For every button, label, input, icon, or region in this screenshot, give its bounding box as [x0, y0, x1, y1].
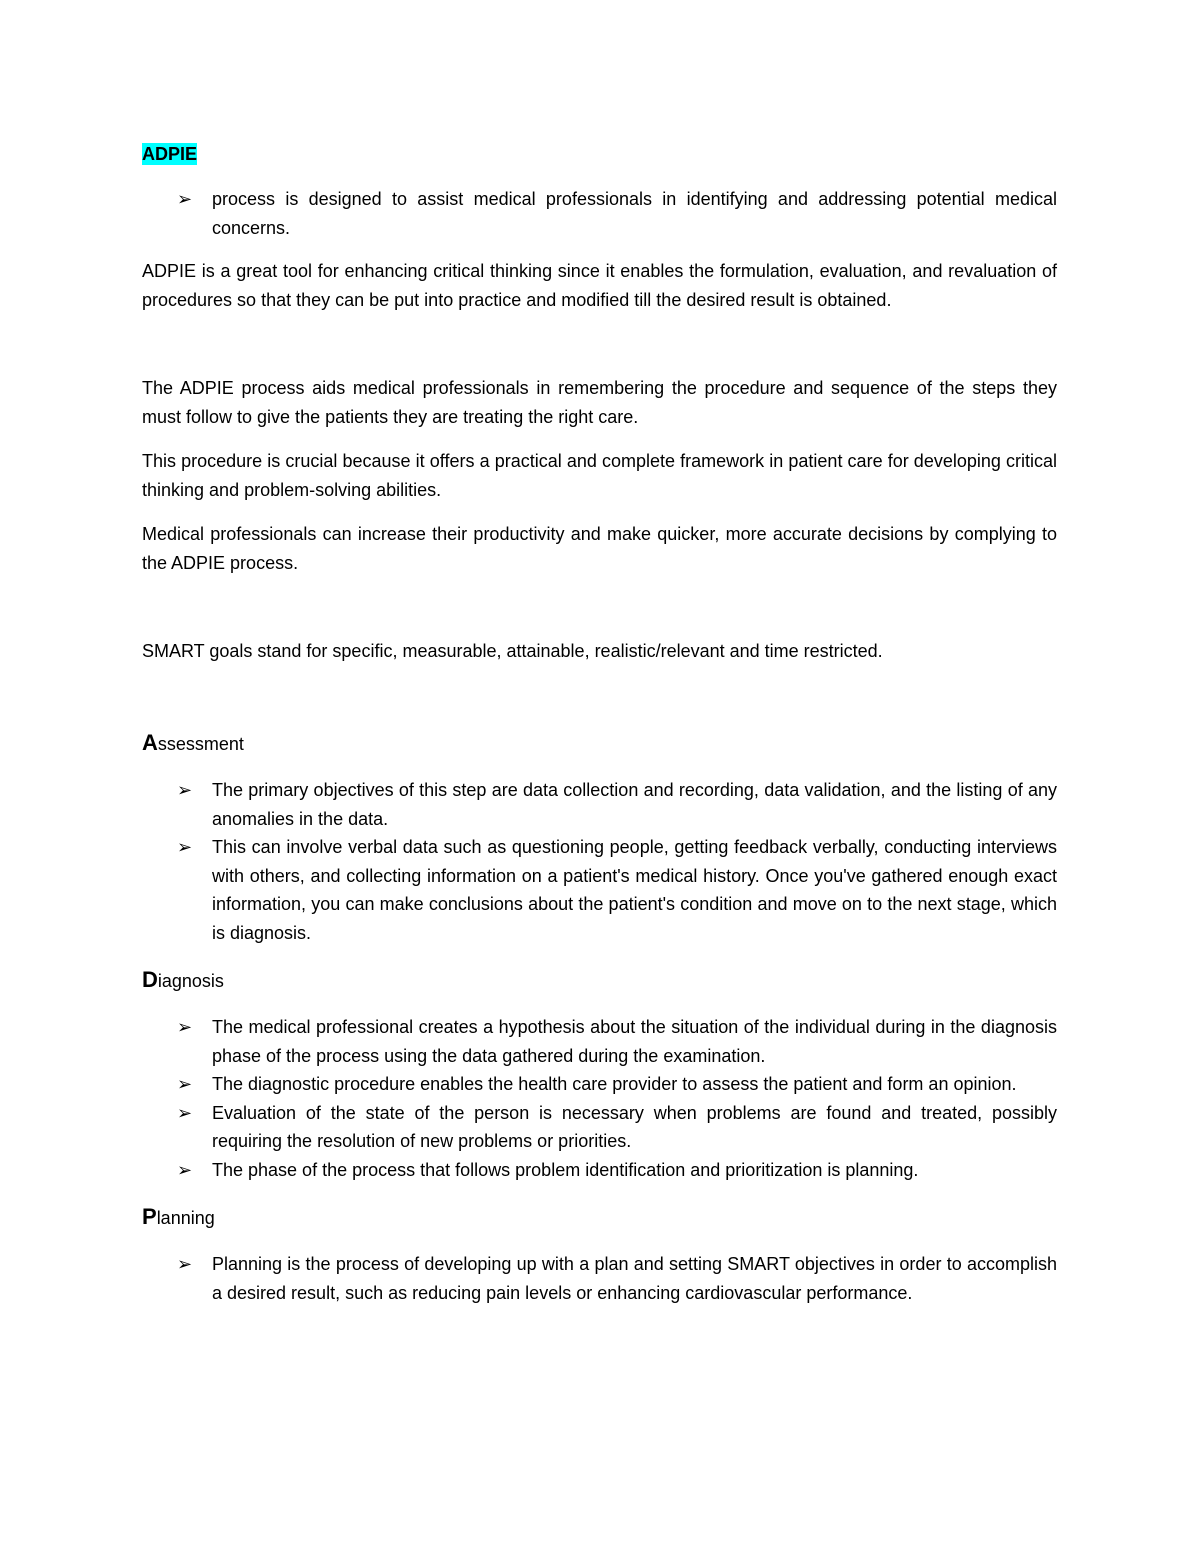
- paragraph: This procedure is crucial because it offers a practical and complete framework in patient care for developing critical thinking and problem-solving abilities.: [142, 451, 1057, 500]
- bullet-text: process is designed to assist medical professionals in identifying and addressing potential medical concerns.: [212, 189, 1057, 238]
- arrowhead-bullet-icon: ➢: [177, 1102, 193, 1123]
- bullet-text: The primary objectives of this step are data collection and recording, data validation, and the listing of any anomalies in the data.: [212, 780, 1057, 829]
- list-item: [142, 1013, 1057, 1070]
- heading-initial: P: [142, 1204, 157, 1229]
- arrowhead-bullet-icon: ➢: [177, 1159, 193, 1180]
- arrowhead-bullet-icon: ➢: [177, 780, 193, 800]
- bullet-text: The medical professional creates a hypothesis about the situation of the individual during in the diagnosis phase of the process using the data gathered during the examination.: [212, 1017, 1057, 1066]
- heading-rest: ssessment: [157, 734, 244, 754]
- list-item: [142, 1070, 1057, 1099]
- list-item: [142, 1099, 1057, 1156]
- list-item: [142, 833, 1057, 947]
- paragraph: SMART goals stand for specific, measurable, attainable, realistic/relevant and time restricted.: [142, 641, 883, 661]
- list-item: [142, 1156, 1057, 1185]
- paragraph: ADPIE is a great tool for enhancing critical thinking since it enables the formulation, evaluation, and revaluation of procedures so that they can be put into practice and modified till the desired result is obtained.: [142, 261, 1057, 310]
- document-body: [142, 140, 1057, 1307]
- paragraph: Medical professionals can increase their productivity and make quicker, more accurate decisions by complying to the ADPIE process.: [142, 524, 1057, 573]
- bullet-text: This can involve verbal data such as questioning people, getting feedback verbally, conducting interviews with others, and collecting information on a patient's medical history. Once you've gathered enough exact information, you can make conclusions about the patient's condition and move on to the next stage, which is diagnosis.: [212, 837, 1057, 943]
- section-heading-planning: [142, 1202, 1057, 1233]
- list-item: [142, 185, 1057, 242]
- assessment-bullet-list: [142, 776, 1057, 947]
- document-title: ADPIE: [142, 144, 198, 164]
- planning-bullet-list: [142, 1250, 1057, 1307]
- arrowhead-bullet-icon: ➢: [177, 189, 193, 209]
- section-heading-assessment: [142, 728, 1057, 759]
- bullet-text: The diagnostic procedure enables the health care provider to assess the patient and form an opinion.: [212, 1074, 1017, 1094]
- title-line: [142, 140, 1057, 169]
- arrowhead-bullet-icon: ➢: [177, 1017, 193, 1037]
- paragraph: The ADPIE process aids medical professionals in remembering the procedure and sequence of the steps they must follow to give the patients they are treating the right care.: [142, 378, 1057, 427]
- arrowhead-bullet-icon: ➢: [177, 837, 193, 857]
- arrowhead-bullet-icon: ➢: [177, 1254, 193, 1274]
- bullet-text: The phase of the process that follows problem identification and prioritization is planning.: [212, 1159, 919, 1180]
- list-item: [142, 776, 1057, 833]
- diagnosis-bullet-list: [142, 1013, 1057, 1184]
- heading-rest: lanning: [156, 1208, 215, 1228]
- section-heading-diagnosis: [142, 965, 1057, 996]
- heading-rest: iagnosis: [157, 971, 224, 991]
- intro-bullet-list: [142, 185, 1057, 242]
- heading-initial: A: [142, 730, 158, 755]
- bullet-text: Evaluation of the state of the person is necessary when problems are found and treated, possibly requiring the resolution of new problems or priorities.: [212, 1102, 1057, 1151]
- list-item: [142, 1250, 1057, 1307]
- heading-initial: D: [142, 967, 158, 992]
- bullet-text: Planning is the process of developing up with a plan and setting SMART objectives in order to accomplish a desired result, such as reducing pain levels or enhancing cardiovascular performance.: [212, 1254, 1057, 1303]
- arrowhead-bullet-icon: ➢: [177, 1074, 193, 1094]
